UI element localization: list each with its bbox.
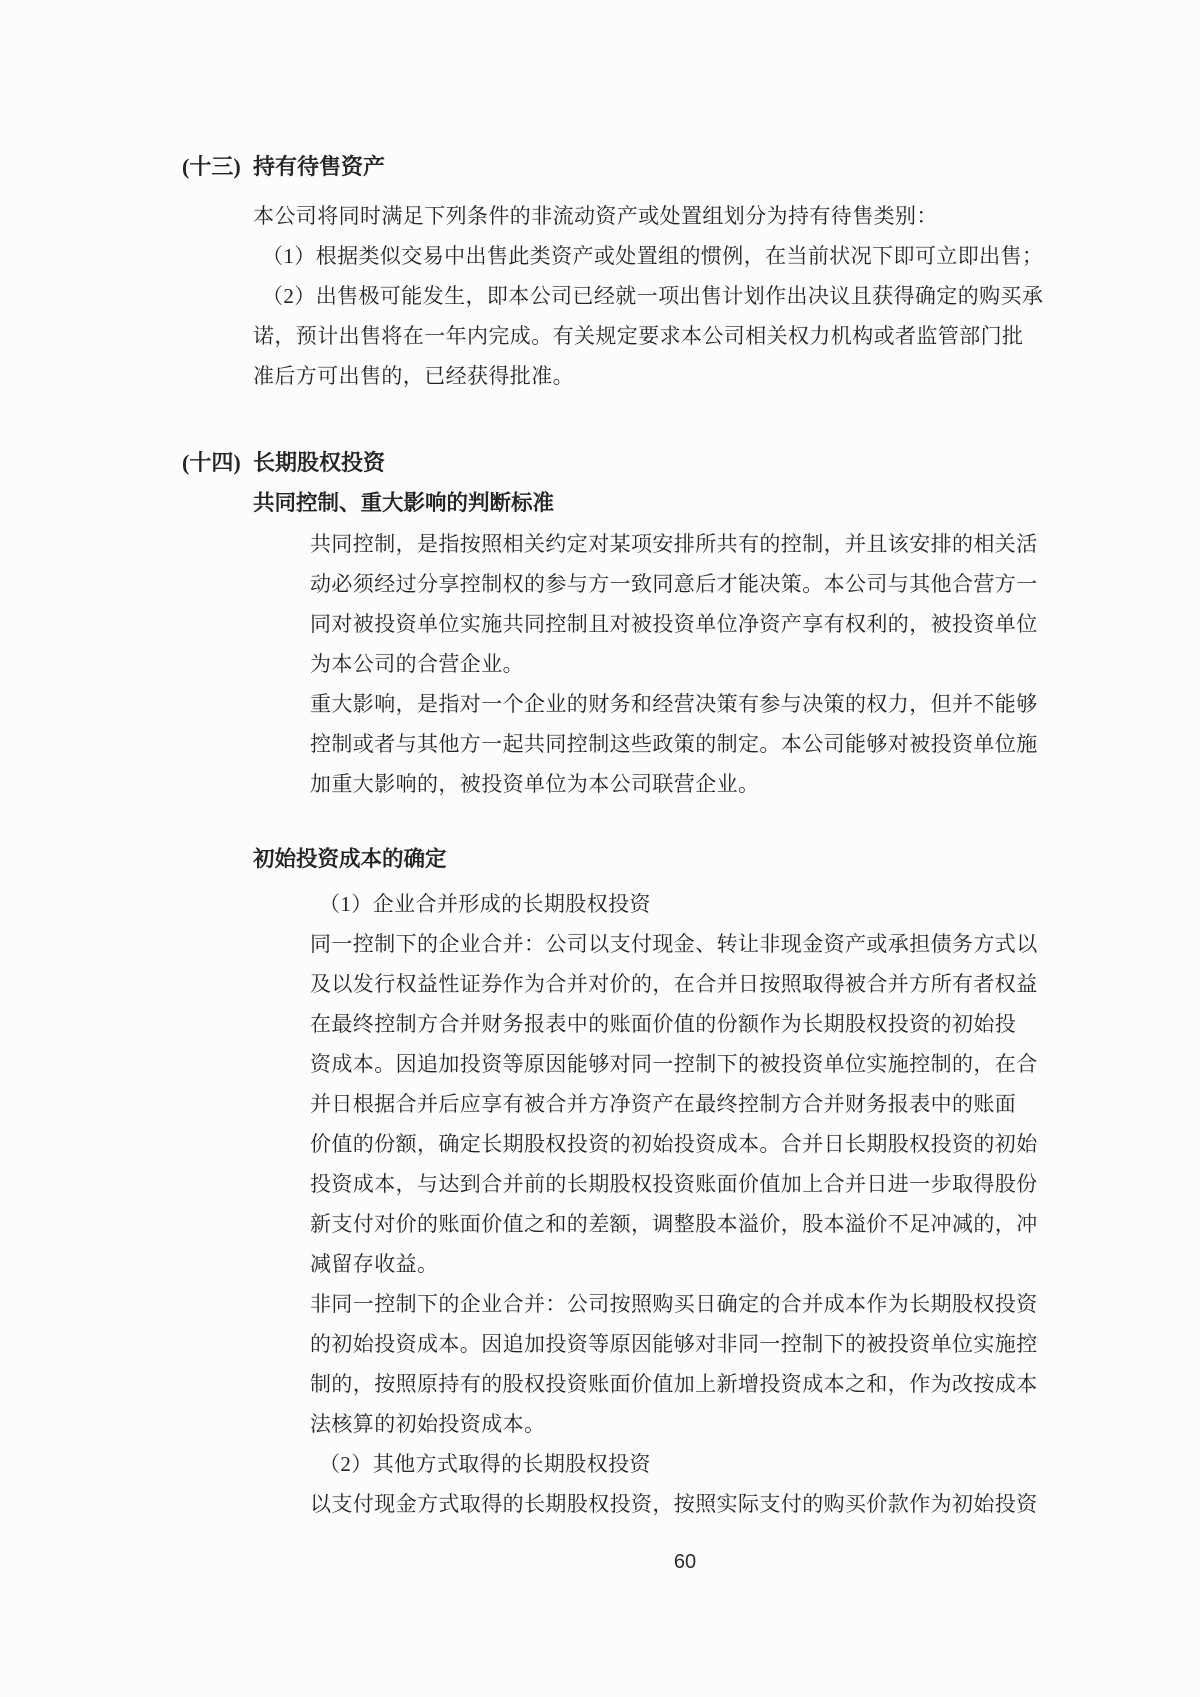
paragraph-line: 减留存收益。 xyxy=(310,1252,439,1276)
paragraph-line: 同一控制下的企业合并：公司以支付现金、转让非现金资产或承担债务方式以 xyxy=(310,932,1038,956)
section-14-heading xyxy=(182,448,385,478)
section-13-heading xyxy=(182,152,385,182)
subsection-heading-joint-control: 共同控制、重大影响的判断标准 xyxy=(253,491,555,515)
paragraph-line: 准后方可出售的，已经获得批准。 xyxy=(253,364,574,388)
subsection-heading-initial-cost: 初始投资成本的确定 xyxy=(253,847,447,871)
section-13-body xyxy=(253,196,1043,396)
paragraph-line: 加重大影响的，被投资单位为本公司联营企业。 xyxy=(310,772,760,796)
paragraph-line: 诺，预计出售将在一年内完成。有关规定要求本公司相关权力机构或者监管部门批 xyxy=(253,324,1024,348)
paragraph-line: 非同一控制下的企业合并：公司按照购买日确定的合并成本作为长期股权投资 xyxy=(310,1292,1038,1316)
paragraph-line: 投资成本，与达到合并前的长期股权投资账面价值加上合并日进一步取得股份 xyxy=(310,1172,1038,1196)
page-number: 60 xyxy=(673,1551,697,1573)
section-label: (十四) xyxy=(182,450,241,475)
subsection-1-body xyxy=(310,524,1038,804)
paragraph-line: 制的，按照原持有的股权投资账面价值加上新增投资成本之和，作为改按成本 xyxy=(310,1372,1038,1396)
paragraph-line: 法核算的初始投资成本。 xyxy=(310,1412,546,1436)
paragraph-line: 控制或者与其他方一起共同控制这些政策的制定。本公司能够对被投资单位施 xyxy=(310,732,1038,756)
paragraph-line: 及以发行权益性证券作为合并对价的，在合并日按照取得被合并方所有者权益 xyxy=(310,972,1038,996)
paragraph-line: 同对被投资单位实施共同控制且对被投资单位净资产享有权利的，被投资单位 xyxy=(310,612,1038,636)
subsection-2-body xyxy=(310,884,1038,1524)
paragraph-line: 共同控制，是指按照相关约定对某项安排所共有的控制，并且该安排的相关活 xyxy=(310,532,1038,556)
paragraph-line: （1）企业合并形成的长期股权投资 xyxy=(319,892,651,916)
paragraph-line: 动必须经过分享控制权的参与方一致同意后才能决策。本公司与其他合营方一 xyxy=(310,572,1038,596)
paragraph-line: 本公司将同时满足下列条件的非流动资产或处置组划分为持有待售类别： xyxy=(253,204,938,228)
paragraph-line: 的初始投资成本。因追加投资等原因能够对非同一控制下的被投资单位实施控 xyxy=(310,1332,1038,1356)
paragraph-line: 新支付对价的账面价值之和的差额，调整股本溢价，股本溢价不足冲减的，冲 xyxy=(310,1212,1038,1236)
section-title: 持有待售资产 xyxy=(253,154,386,179)
paragraph-line: 以支付现金方式取得的长期股权投资，按照实际支付的购买价款作为初始投资 xyxy=(310,1492,1038,1516)
paragraph-line: 并日根据合并后应享有被合并方净资产在最终控制方合并财务报表中的账面 xyxy=(310,1092,1017,1116)
paragraph-line: （1）根据类似交易中出售此类资产或处置组的惯例，在当前状况下即可立即出售； xyxy=(262,244,1044,268)
section-label: (十三) xyxy=(182,154,241,179)
paragraph-line: 资成本。因追加投资等原因能够对同一控制下的被投资单位实施控制的，在合 xyxy=(310,1052,1038,1076)
paragraph-line: （2）出售极可能发生，即本公司已经就一项出售计划作出决议且获得确定的购买承 xyxy=(262,284,1044,308)
paragraph-line: 在最终控制方合并财务报表中的账面价值的份额作为长期股权投资的初始投 xyxy=(310,1012,1017,1036)
section-title: 长期股权投资 xyxy=(253,450,386,475)
paragraph-line: （2）其他方式取得的长期股权投资 xyxy=(319,1452,651,1476)
paragraph-line: 为本公司的合营企业。 xyxy=(310,652,524,676)
paragraph-line: 重大影响，是指对一个企业的财务和经营决策有参与决策的权力，但并不能够 xyxy=(310,692,1038,716)
paragraph-line: 价值的份额，确定长期股权投资的初始投资成本。合并日长期股权投资的初始 xyxy=(310,1132,1038,1156)
